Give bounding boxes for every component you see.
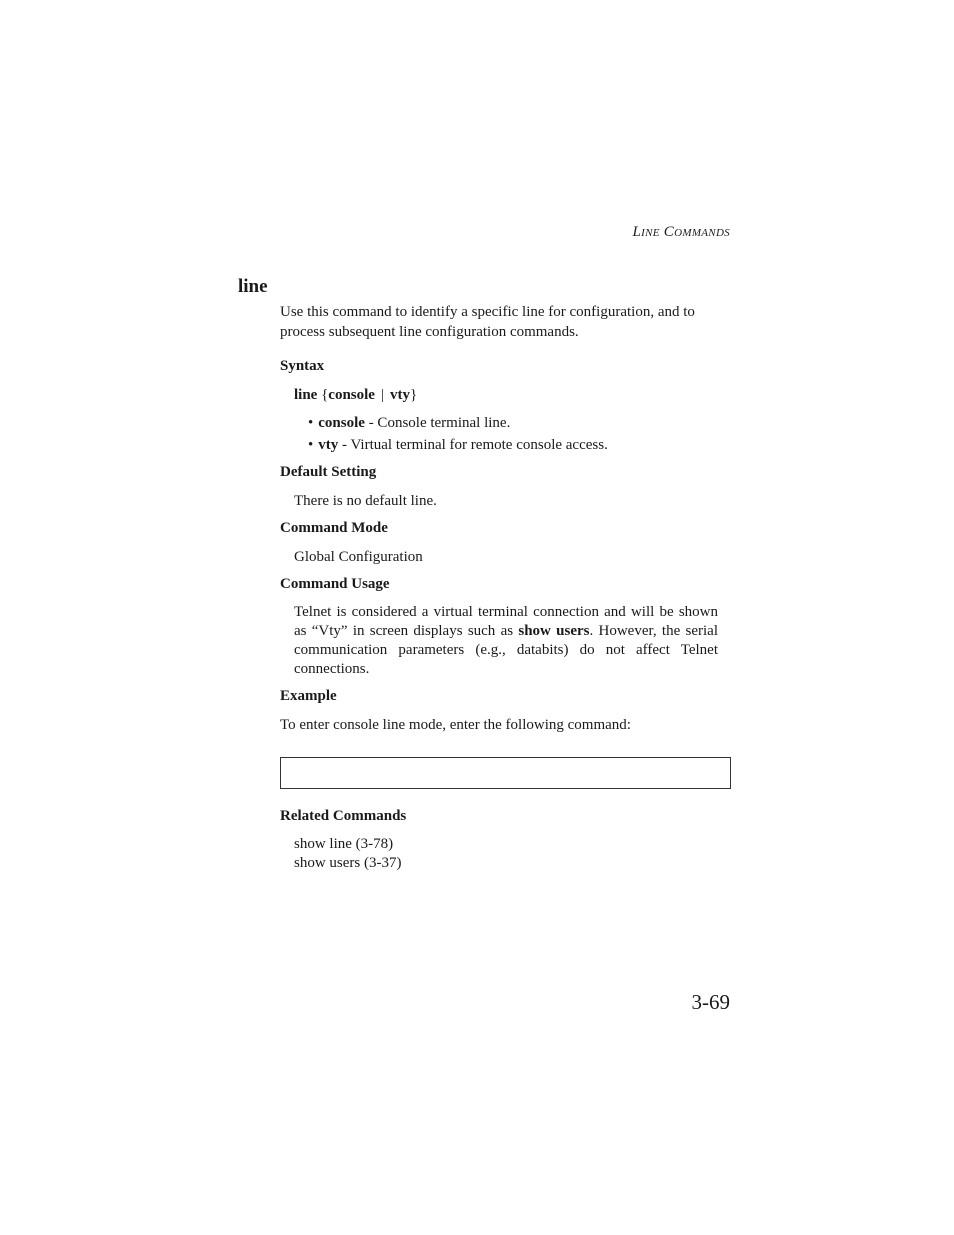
param-name: vty (318, 437, 339, 453)
list-item (308, 413, 608, 433)
param-description: - Virtual terminal for remote console access. (338, 437, 608, 453)
example-text: To enter console line mode, enter the following command: (280, 717, 631, 733)
bullet-icon: • (308, 437, 314, 453)
syntax-option-console: console (328, 387, 375, 403)
syntax-parameter-list (308, 413, 608, 457)
command-description: Use this command to identify a specific line for configuration, and to process subsequent line configuration commands. (280, 304, 695, 340)
syntax-open-brace: { (321, 387, 329, 403)
command-usage-text (294, 603, 718, 679)
list-item (308, 435, 608, 455)
usage-text-before: Telnet is considered a virtual terminal connection and will be shown as “Vty” in screen displays such as (294, 604, 718, 639)
default-setting-text: There is no default line. (294, 493, 437, 509)
syntax-pipe: | (380, 387, 384, 403)
list-item: show users (3-37) (294, 855, 402, 871)
running-head: Line Commands (632, 224, 730, 240)
usage-text-after: . However, the serial communication parameters (e.g., databits) do not affect Telnet connections. (294, 623, 718, 677)
command-mode-heading: Command Mode (280, 520, 388, 536)
page-number: 3-69 (691, 990, 730, 1014)
syntax-line (294, 385, 417, 405)
bullet-icon: • (308, 415, 314, 431)
default-setting-heading: Default Setting (280, 464, 377, 480)
syntax-keyword: line (294, 387, 318, 403)
related-commands-list (294, 835, 401, 873)
command-mode-text: Global Configuration (294, 549, 423, 565)
command-title: line (238, 276, 268, 297)
syntax-option-vty: vty (389, 387, 410, 403)
example-heading: Example (280, 688, 337, 704)
list-item: show line (3-78) (294, 836, 394, 852)
syntax-close-brace: } (409, 387, 418, 403)
command-usage-heading: Command Usage (280, 576, 390, 592)
param-description: - Console terminal line. (364, 415, 511, 431)
related-commands-heading: Related Commands (280, 808, 407, 824)
param-name: console (318, 415, 365, 431)
syntax-heading: Syntax (280, 358, 325, 374)
usage-bold-command: show users (518, 623, 590, 639)
example-code-box (280, 757, 731, 789)
